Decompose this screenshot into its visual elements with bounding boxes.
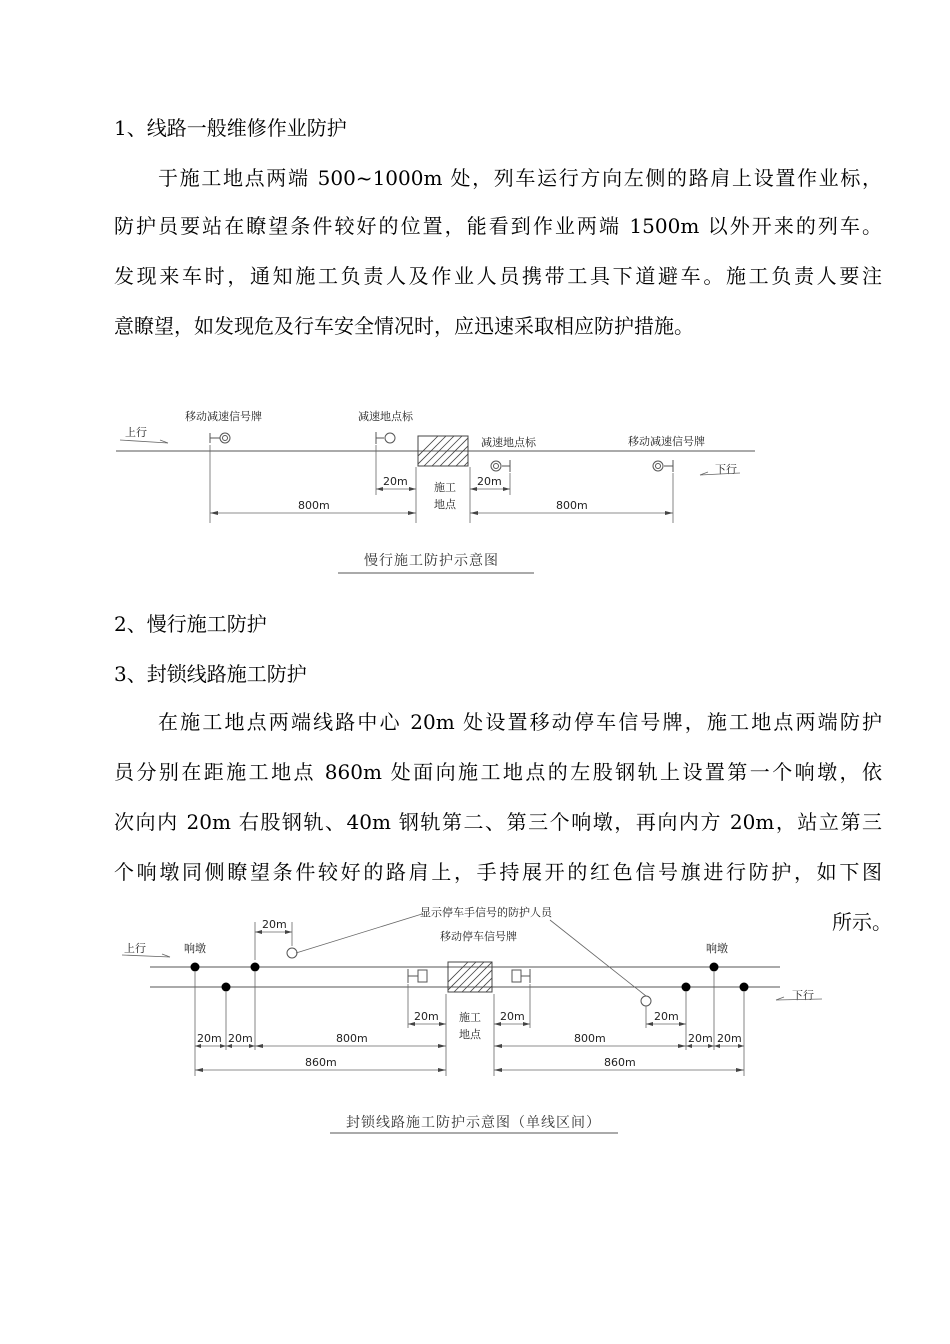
up-label: 上行 <box>125 426 147 439</box>
stop-sign-label: 移动停车信号牌 <box>440 930 517 943</box>
down-label-2: 下行 <box>792 989 814 1002</box>
diagram1-caption: 慢行施工防护示意图 <box>364 553 499 569</box>
guard-left-icon <box>287 948 297 958</box>
detonator-left-2 <box>222 983 231 992</box>
diagram2-caption: 封锁线路施工防护示意图（单线区间） <box>346 1115 601 1131</box>
site2-label-2: 地点 <box>459 1028 481 1041</box>
section2-heading: 2、慢行施工防护 <box>114 612 267 636</box>
section3-line-1: 在施工地点两端线路中心 20m 处设置移动停车信号牌，施工地点两端防护 <box>158 710 882 734</box>
down-label: 下行 <box>715 463 737 476</box>
section1-line-2: 防护员要站在瞭望条件较好的位置，能看到作业两端 1500m 以外开来的列车。 <box>114 214 882 238</box>
slow-sign-right-label: 减速地点标 <box>481 436 536 449</box>
site2-label-1: 施工 <box>459 1011 481 1024</box>
slow-sign-left-icon <box>385 433 395 443</box>
d20-a: 20m <box>197 1032 222 1045</box>
detonator-left-1 <box>191 963 200 972</box>
section1-heading: 1、线路一般维修作业防护 <box>114 116 347 140</box>
d20-guard-right: 20m <box>654 1010 679 1023</box>
detonator-right-2 <box>710 963 719 972</box>
d800-left: 800m <box>336 1032 368 1045</box>
section3-line-3: 次向内 20m 右股钢轨、40m 钢轨第二、第三个响墩，再向内方 20m，站立第三 <box>114 810 882 834</box>
d20-d: 20m <box>717 1032 742 1045</box>
section3-heading: 3、封锁线路施工防护 <box>114 662 307 686</box>
move-sign-right-icon <box>653 461 663 471</box>
d20-site-right: 20m <box>500 1010 525 1023</box>
stop-sign-left-icon <box>418 970 427 982</box>
section1-line-3: 发现来车时，通知施工负责人及作业人员携带工具下道避车。施工负责人要注 <box>114 264 882 288</box>
closure-protection-diagram <box>0 900 950 1140</box>
d20-site-left: 20m <box>414 1010 439 1023</box>
d20-c: 20m <box>688 1032 713 1045</box>
slow-sign-left-label: 减速地点标 <box>358 410 413 423</box>
detonator-left-3 <box>251 963 260 972</box>
detonator-right-1 <box>740 983 749 992</box>
dist-800-left: 800m <box>298 499 330 512</box>
dist-20-left: 20m <box>383 475 408 488</box>
dist-800-right: 800m <box>556 499 588 512</box>
d20-b: 20m <box>228 1032 253 1045</box>
stop-sign-right-icon <box>512 970 521 982</box>
site-label-1: 施工 <box>434 481 456 494</box>
move-sign-left-label: 移动减速信号牌 <box>185 410 262 423</box>
site-label-2: 地点 <box>434 498 456 511</box>
detonator-right-label: 响墩 <box>706 942 728 955</box>
d20-top: 20m <box>262 918 287 931</box>
detonator-right-3 <box>682 983 691 992</box>
detonator-left-label: 响墩 <box>184 942 206 955</box>
section1-line-1: 于施工地点两端 500~1000m 处，列车运行方向左侧的路肩上设置作业标， <box>158 166 882 190</box>
section1-line-4: 意瞭望，如发现危及行车安全情况时，应迅速采取相应防护措施。 <box>114 314 694 338</box>
section3-line-4: 个响墩同侧瞭望条件较好的路肩上，手持展开的红色信号旗进行防护，如下图 <box>114 860 882 884</box>
d860-left: 860m <box>305 1056 337 1069</box>
d860-right: 860m <box>604 1056 636 1069</box>
section3-line-2: 员分别在距施工地点 860m 处面向施工地点的左股钢轨上设置第一个响墩，依 <box>114 760 882 784</box>
d800-right: 800m <box>574 1032 606 1045</box>
guard-label: 显示停车手信号的防护人员 <box>420 906 552 919</box>
up-label-2: 上行 <box>124 942 146 955</box>
dist-20-right: 20m <box>477 475 502 488</box>
move-sign-left-icon <box>220 433 230 443</box>
section3-last-line: 所示。 <box>832 910 892 934</box>
slow-sign-right-icon <box>491 461 501 471</box>
guard-right-icon <box>641 996 651 1006</box>
slow-protection-diagram <box>0 395 950 595</box>
move-sign-right-label: 移动减速信号牌 <box>628 435 705 448</box>
